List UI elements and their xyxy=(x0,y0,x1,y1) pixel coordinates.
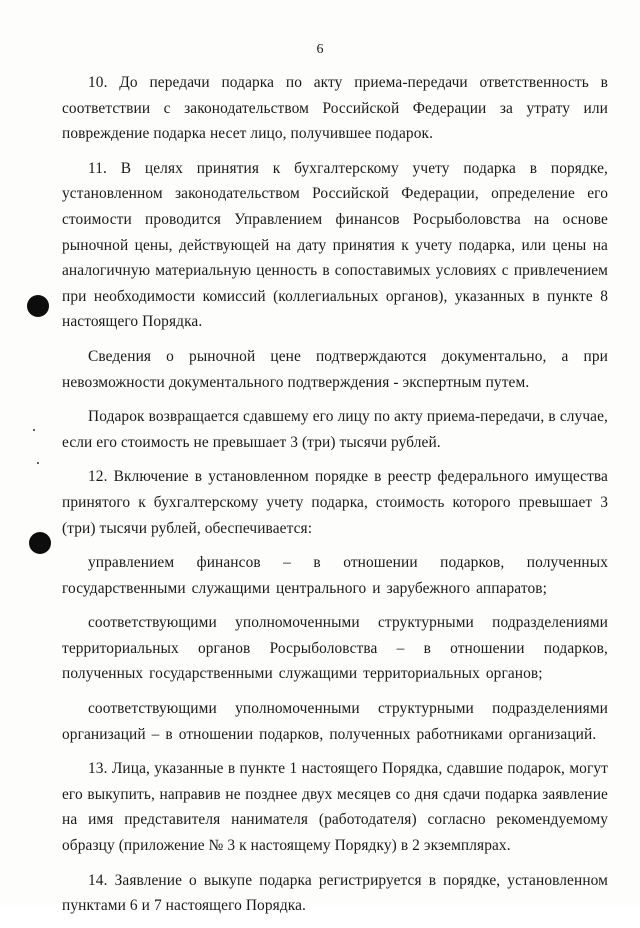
paragraph-territorial-bodies: соответствующими уполномоченными структурными подразделениями территориальных органов Росрыболовства – в отношении подарков, полученных государственными служащими территориальных органов; xyxy=(62,614,608,683)
paragraph-item-13: 13. Лица, указанные в пункте 1 настоящего Порядка, сдавшие подарок, могут его выкупить, направив не позднее двух месяцев со дня сдачи подарка заявление на имя представителя нанимателя (работодателя) согласно рекомендуемому образцу (приложение № 3 к настоящему Порядку) в 2 экземплярах. xyxy=(62,760,608,855)
paragraph-item-11: 11. В целях принятия к бухгалтерскому учету подарка в порядке, установленном законодательством Российской Федерации, определение его стоимости проводится Управлением финансов Росрыболовства на основе рыночной цены, действующей на дату принятия к учету подарка, или цены на аналогичную материальную ценность в сопоставимых условиях с привлечением при необходимости комиссий (коллегиальных органов), указанных в пункте 8 настоящего Порядка. xyxy=(62,159,608,331)
paragraph-item-12: 12. Включение в установленном порядке в реестр федерального имущества принятого к бухгалтерскому учету подарка, стоимость которого превышает 3 (три) тысячи рублей, обеспечивается: xyxy=(62,468,608,537)
punch-hole-lower xyxy=(29,532,51,554)
paragraph-organizations: соответствующими уполномоченными структурными подразделениями организаций – в отношении подарков, полученных работниками организаций. xyxy=(62,700,608,743)
paragraph-market-price-evidence: Сведения о рыночной цене подтверждаются документально, а при невозможности документального подтверждения - экспертным путем. xyxy=(62,347,608,391)
paragraph-finance-directorate: управлением финансов – в отношении подарков, полученных государственными служащими центрального и зарубежного аппаратов; xyxy=(62,554,608,597)
page-number: 6 xyxy=(316,42,324,57)
paragraph-item-10: 10. До передачи подарка по акту приема-передачи ответственность в соответствии с законодательством Российской Федерации за утрату или повреждение подарка несет лицо, получившее подарок. xyxy=(62,74,608,143)
paragraph-gift-return: Подарок возвращается сдавшему его лицу по акту приема-передачи, в случае, если его стоимость не превышает 3 (три) тысячи рублей. xyxy=(62,408,608,451)
scan-speck xyxy=(33,429,35,431)
scan-speck xyxy=(37,462,39,464)
punch-hole-upper xyxy=(27,295,49,317)
paragraph-item-14: 14. Заявление о выкупе подарка регистрируется в порядке, установленном пунктами 6 и 7 настоящего Порядка. xyxy=(62,871,608,915)
document-body xyxy=(62,70,608,928)
